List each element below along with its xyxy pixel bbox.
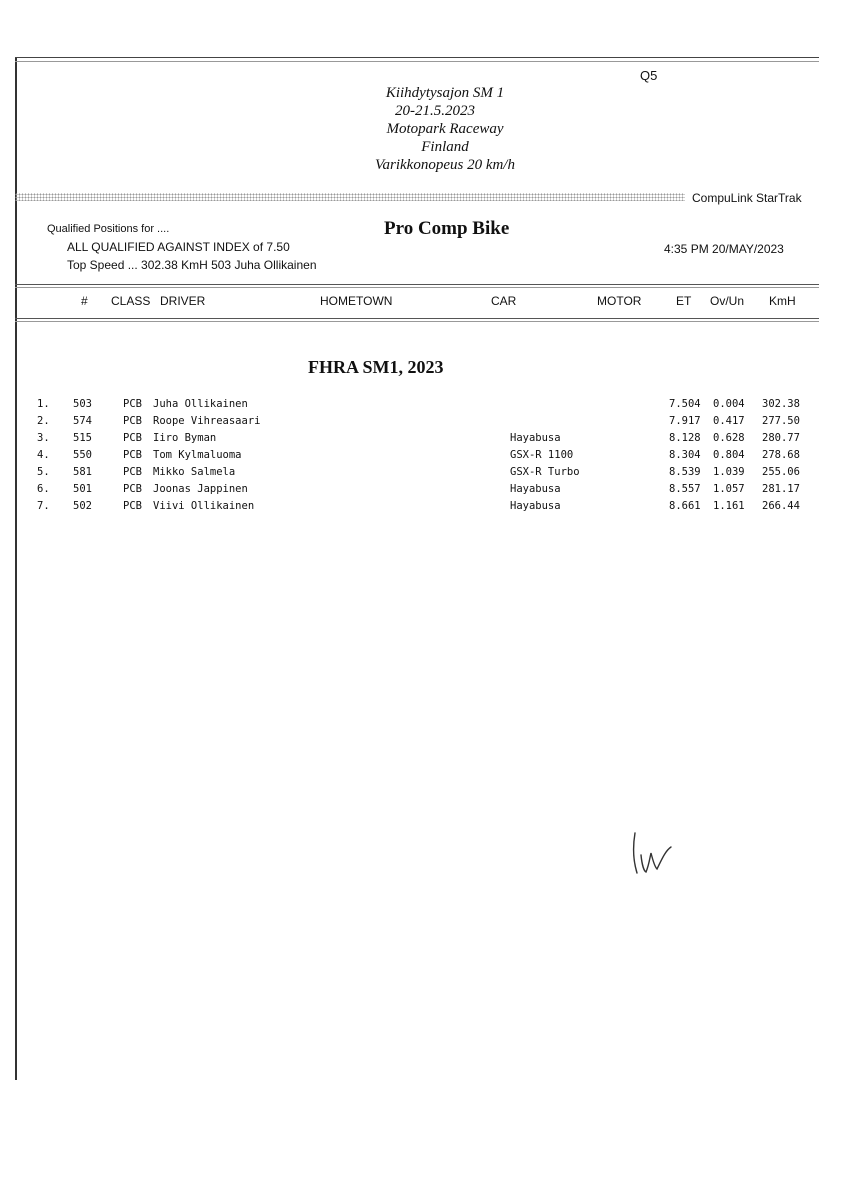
column-header-motor: MOTOR [597,294,642,308]
row-driver: Juha Ollikainen [153,398,248,410]
row-kmh: 278.68 [762,449,800,461]
index-line: ALL QUALIFIED AGAINST INDEX of 7.50 [67,240,290,254]
row-kmh: 266.44 [762,500,800,512]
qualified-positions-label: Qualified Positions for .... [47,223,170,235]
top-speed-line: Top Speed ... 302.38 KmH 503 Juha Ollikainen [67,258,317,272]
row-position: 5. [37,466,50,478]
event-code: Q5 [640,68,658,83]
row-kmh: 255.06 [762,466,800,478]
row-et: 7.504 [669,398,701,410]
row-driver: Roope Vihreasaari [153,415,261,427]
row-class: PCB [123,398,142,410]
row-ov-un: 0.417 [713,415,745,427]
row-driver: Iiro Byman [153,432,217,444]
row-ov-un: 1.057 [713,483,745,495]
row-driver: Joonas Jappinen [153,483,248,495]
class-title: Pro Comp Bike [384,218,510,239]
row-driver: Viivi Ollikainen [153,500,255,512]
row-driver: Mikko Salmela [153,466,236,478]
report-timestamp: 4:35 PM 20/MAY/2023 [664,242,784,256]
row-ov-un: 0.628 [713,432,745,444]
table-row [0,398,848,415]
vendor-label: CompuLink StarTrak [692,191,802,205]
column-header-et: ET [676,294,692,308]
row-et: 8.304 [669,449,701,461]
column-header-driver: DRIVER [160,294,206,308]
row-class: PCB [123,449,142,461]
event-venue: Motopark Raceway [386,121,504,137]
column-header-ov-un: Ov/Un [710,294,745,308]
column-header-car: CAR [491,294,517,308]
row-et: 8.557 [669,483,701,495]
table-row [0,466,848,483]
event-name: Kiihdytysajon SM 1 [385,85,505,101]
row-car: GSX-R Turbo [510,466,580,478]
row-ov-un: 0.004 [713,398,745,410]
row-class: PCB [123,483,142,495]
row-ov-un: 1.039 [713,466,745,478]
row-car: Hayabusa [510,500,561,512]
table-row [0,500,848,517]
dotted-separator [15,193,685,201]
handwritten-signature [625,825,685,885]
header-rule-top [15,284,819,285]
row-position: 6. [37,483,50,495]
row-kmh: 280.77 [762,432,800,444]
row-position: 1. [37,398,50,410]
row-number: 515 [73,432,92,444]
row-driver: Tom Kylmaluoma [153,449,242,461]
row-et: 7.917 [669,415,701,427]
row-number: 581 [73,466,92,478]
left-border-rule [15,57,17,1080]
row-class: PCB [123,500,142,512]
row-position: 2. [37,415,50,427]
row-class: PCB [123,432,142,444]
row-kmh: 302.38 [762,398,800,410]
row-class: PCB [123,466,142,478]
event-country: Finland [421,139,469,155]
row-et: 8.128 [669,432,701,444]
table-row [0,483,848,500]
row-position: 7. [37,500,50,512]
row-number: 502 [73,500,92,512]
column-header-class: CLASS [111,294,151,308]
event-dates: 20-21.5.2023 [395,103,475,119]
section-title: FHRA SM1, 2023 [308,357,444,377]
row-kmh: 281.17 [762,483,800,495]
top-border-rule [15,57,819,58]
column-header-number: # [81,294,88,308]
row-class: PCB [123,415,142,427]
event-pit-speed: Varikkonopeus 20 km/h [375,157,515,173]
header-rule-bottom-secondary [15,321,819,322]
column-header-hometown: HOMETOWN [320,294,393,308]
event-header [330,84,560,174]
table-row [0,415,848,432]
column-header-kmh: KmH [769,294,796,308]
header-rule-top-secondary [15,287,819,288]
table-row [0,449,848,466]
row-car: GSX-R 1100 [510,449,574,461]
row-position: 4. [37,449,50,461]
row-ov-un: 0.804 [713,449,745,461]
row-et: 8.539 [669,466,701,478]
row-number: 501 [73,483,92,495]
table-row [0,432,848,449]
row-number: 503 [73,398,92,410]
row-position: 3. [37,432,50,444]
top-border-rule-secondary [15,61,819,62]
header-rule-bottom [15,318,819,319]
row-et: 8.661 [669,500,701,512]
row-kmh: 277.50 [762,415,800,427]
row-ov-un: 1.161 [713,500,745,512]
row-car: Hayabusa [510,483,561,495]
row-number: 550 [73,449,92,461]
row-number: 574 [73,415,92,427]
row-car: Hayabusa [510,432,561,444]
